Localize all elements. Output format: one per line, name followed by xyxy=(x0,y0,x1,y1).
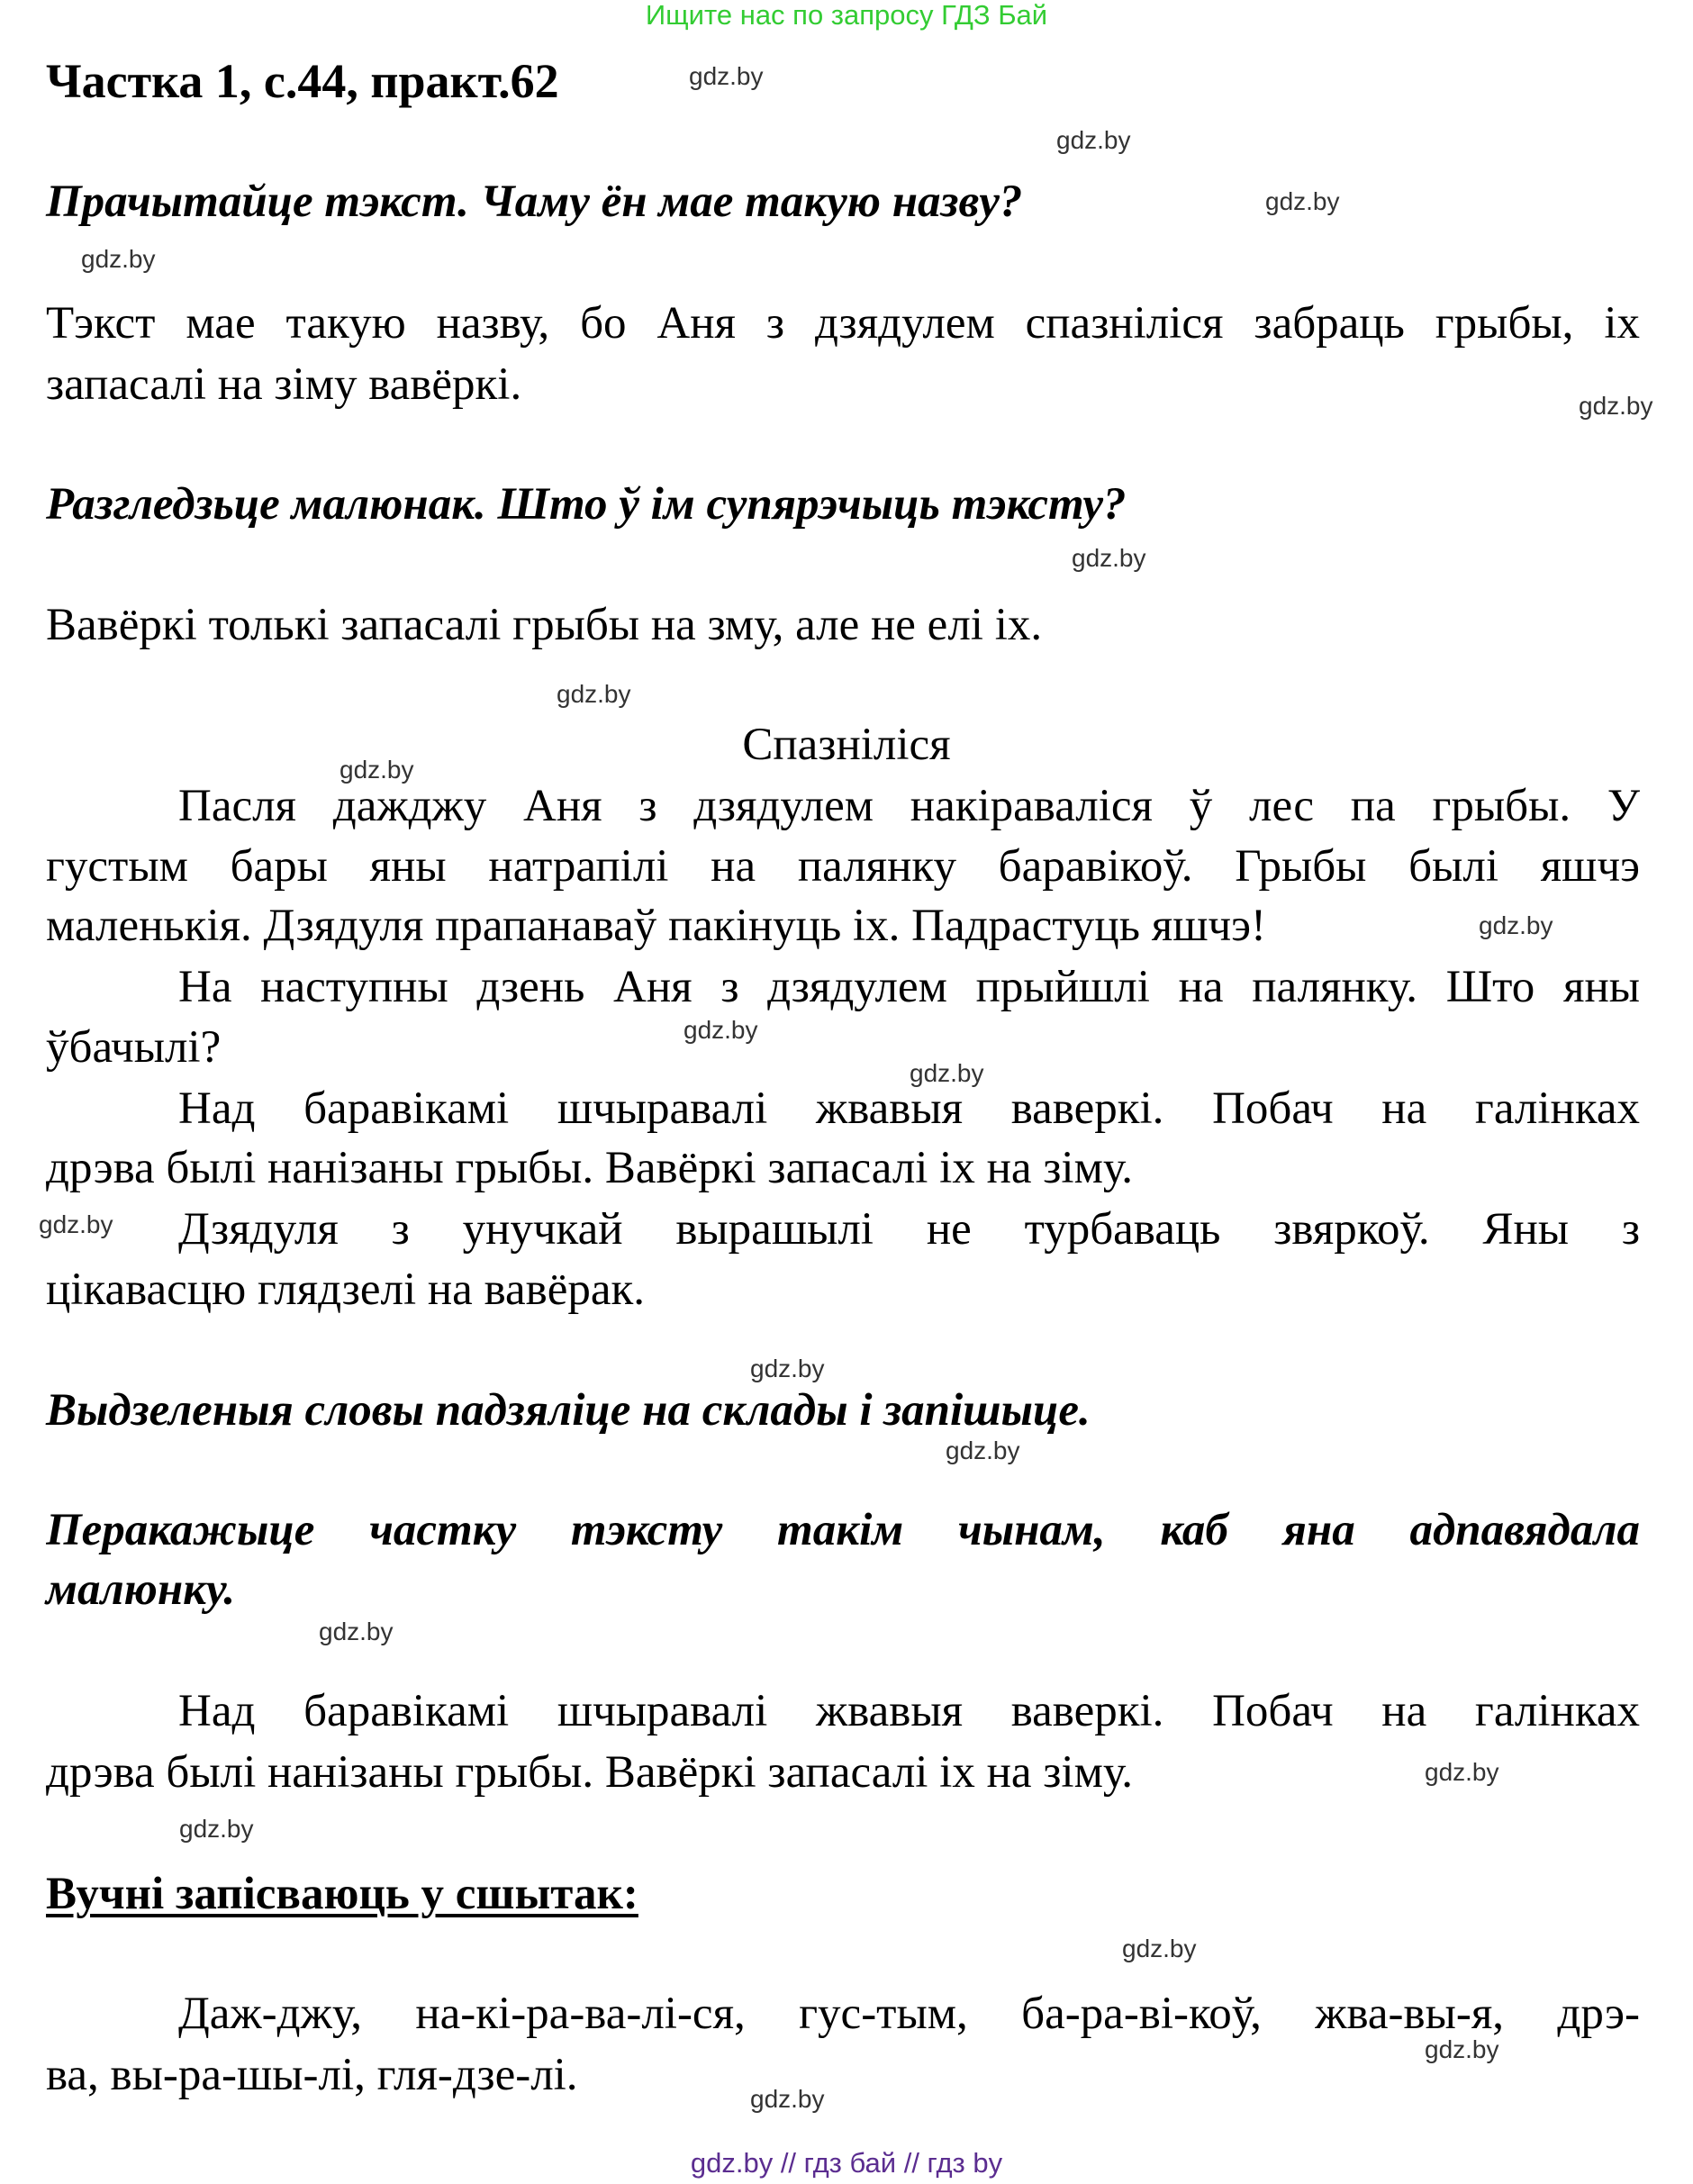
text-line: Дзядуля з унучкай вырашылі не турбаваць звяркоў. Яны з xyxy=(178,1204,1640,1255)
watermark-text: gdz.by xyxy=(684,1016,758,1044)
footer-links: gdz.by // гдз бай // гдз by xyxy=(690,2147,1003,2179)
text-line: Над баравікамі шчыравалі жвавыя ваверкі. Побач на галінках xyxy=(178,1686,1640,1736)
watermark-text: gdz.by xyxy=(750,2085,825,2113)
text-line: дрэва былі нанізаны грыбы. Вавёркі запасалі іх на зіму. xyxy=(46,1747,1134,1798)
task-heading: Прачытайце тэкст. Чаму ён мае такую назву? xyxy=(46,177,1023,227)
text-line: ва, вы-ра-шы-лі, гля-дзе-лі. xyxy=(46,2050,578,2100)
watermark-text: gdz.by xyxy=(319,1618,394,1645)
watermark-text: gdz.by xyxy=(689,62,764,90)
watermark-text: gdz.by xyxy=(557,680,631,708)
task-heading: малюнку. xyxy=(46,1564,236,1615)
watermark-text: gdz.by xyxy=(1072,544,1146,572)
page-title: Частка 1, с.44, практ.62 xyxy=(46,54,559,108)
text-line: Вучні запісваюць у сшытак: xyxy=(46,1869,638,1919)
watermark-text: gdz.by xyxy=(39,1210,113,1238)
watermark-text: gdz.by xyxy=(1265,187,1340,215)
watermark-text: gdz.by xyxy=(81,245,156,273)
watermark-text: gdz.by xyxy=(1579,392,1653,420)
text-line: запасалі на зіму вавёркі. xyxy=(46,359,522,410)
watermark-text: gdz.by xyxy=(1479,911,1553,939)
watermark-text: gdz.by xyxy=(750,1355,825,1382)
watermark-text: gdz.by xyxy=(1425,2035,1499,2063)
text-line: цікавасцю глядзелі на вавёрак. xyxy=(46,1264,645,1315)
task-heading: Перакажыце частку тэксту такім чынам, каб яна адпавядала xyxy=(46,1505,1640,1555)
search-banner: Ищите нас по запросу ГДЗ Бай xyxy=(645,0,1048,31)
task-heading: Разгледзьце малюнак. Што ў ім супярэчыць тэксту? xyxy=(46,479,1127,530)
watermark-text: gdz.by xyxy=(179,1815,254,1843)
text-line: маленькія. Дзядуля прапанаваў пакінуць іх. Падрастуць яшчэ! xyxy=(46,901,1266,951)
text-line: ўбачылі? xyxy=(46,1022,222,1073)
watermark-text: gdz.by xyxy=(910,1059,984,1087)
text-line: Тэкст мае такую назву, бо Аня з дзядулем спазніліся забраць грыбы, іх xyxy=(46,298,1640,349)
watermark-text: gdz.by xyxy=(1122,1935,1197,1962)
text-line: Пасля дажджу Аня з дзядулем накіраваліся ў лес па грыбы. У xyxy=(178,781,1640,831)
watermark-text: gdz.by xyxy=(946,1436,1020,1464)
text-line: дрэва былі нанізаны грыбы. Вавёркі запасалі іх на зіму. xyxy=(46,1143,1134,1193)
text-line: Над баравікамі шчыравалі жвавыя ваверкі. Побач на галінках xyxy=(178,1083,1640,1134)
story-title: Спазніліся xyxy=(742,720,951,770)
text-line: Вавёркі толькі запасалі грыбы на зму, але не елі іх. xyxy=(46,600,1043,650)
watermark-text: gdz.by xyxy=(340,756,414,784)
task-heading: Выдзеленыя словы падзяліце на склады і запішыце. xyxy=(46,1385,1091,1436)
watermark-text: gdz.by xyxy=(1425,1758,1499,1786)
text-line: густым бары яны натрапілі на палянку баравікоў. Грыбы былі яшчэ xyxy=(46,841,1640,892)
watermark-text: gdz.by xyxy=(1056,126,1131,154)
text-line: На наступны дзень Аня з дзядулем прыйшлі на палянку. Што яны xyxy=(178,962,1640,1012)
text-line: Даж-джу, на-кі-ра-ва-лі-ся, гус-тым, ба-ра-ві-коў, жва-вы-я, дрэ- xyxy=(178,1989,1640,2039)
